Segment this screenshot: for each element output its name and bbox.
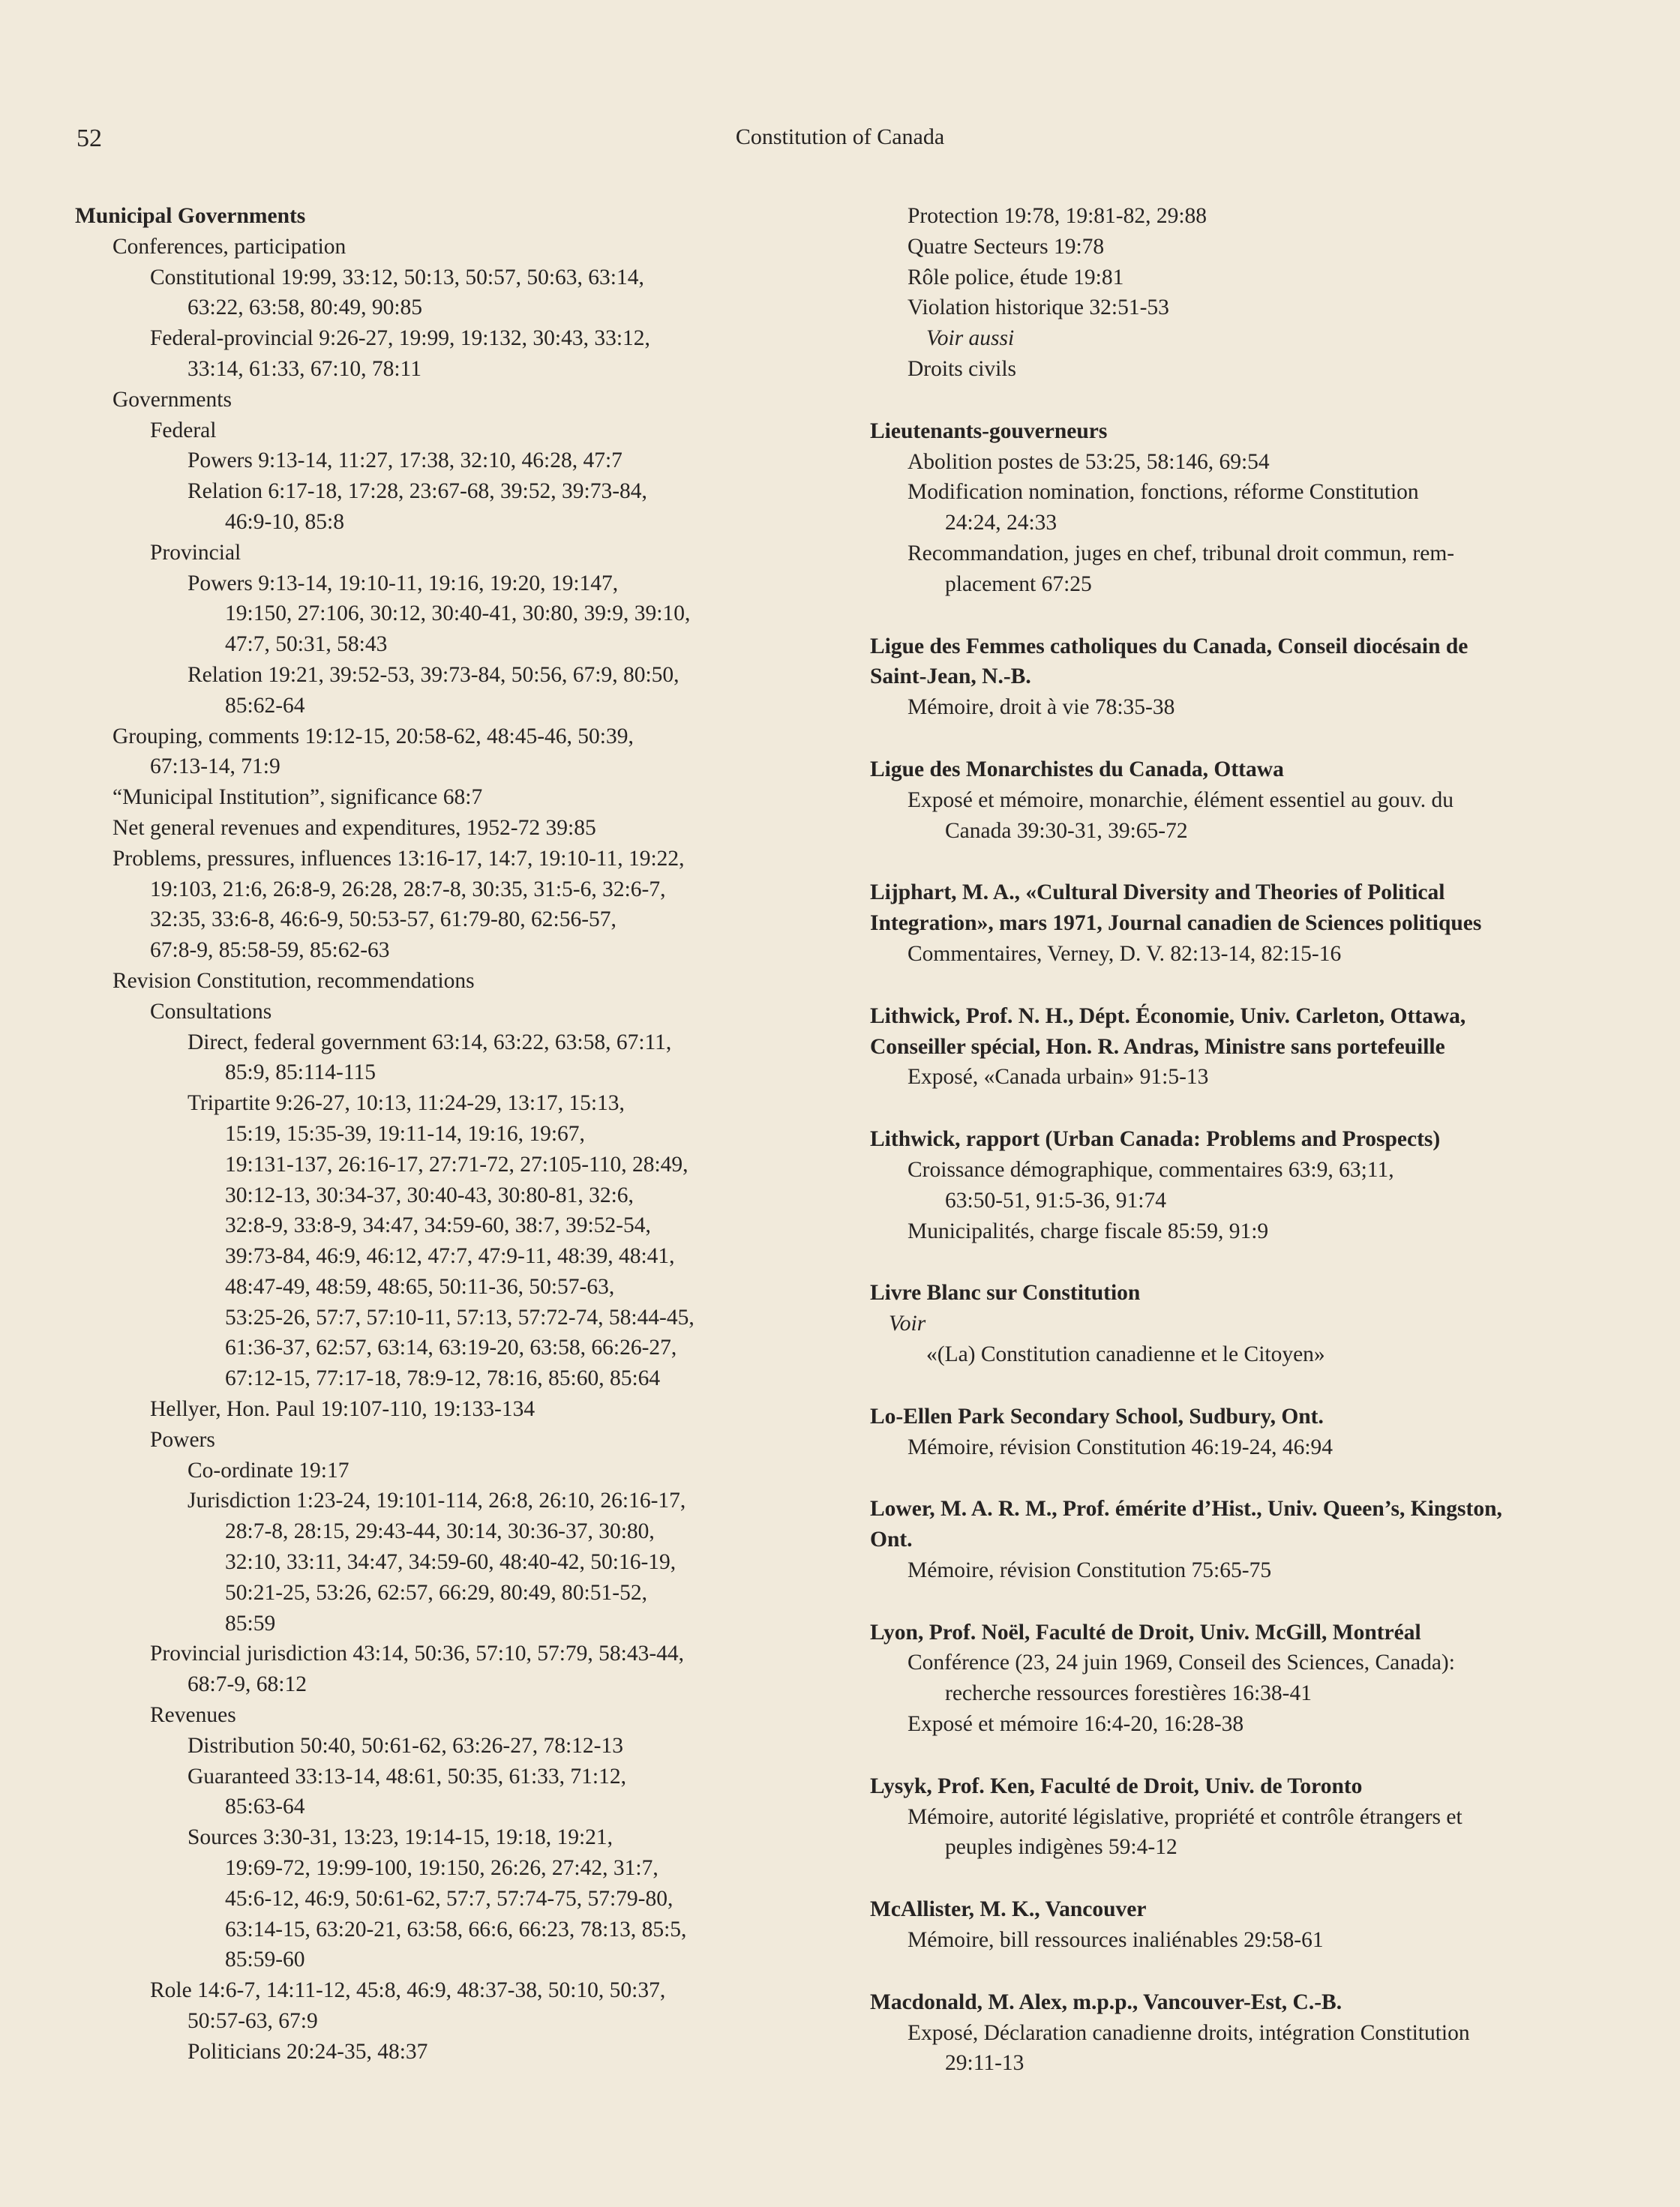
- index-subentry: Violation historique 32:51-53: [908, 295, 1169, 320]
- index-subentry: Recommandation, juges en chef, tribunal droit commun, rem-: [908, 541, 1455, 565]
- index-subentry: Revision Constitution, recommendations: [112, 968, 475, 993]
- index-heading: Saint-Jean, N.-B.: [870, 664, 1031, 689]
- index-subentry: Provincial jurisdiction 43:14, 50:36, 57:10, 57:79, 58:43-44,: [150, 1642, 685, 1666]
- index-subentry: 85:59: [225, 1611, 276, 1636]
- index-subentry: Croissance démographique, commentaires 63:9, 63;11,: [908, 1157, 1394, 1182]
- index-subentry: Droits civils: [908, 356, 1017, 381]
- index-subentry: Provincial: [150, 540, 242, 565]
- index-subentry: 67:13-14, 71:9: [150, 754, 280, 779]
- entry-spacer: [870, 1586, 1624, 1618]
- index-subentry: Jurisdiction 1:23-24, 19:101-114, 26:8, 26:10, 26:16-17,: [188, 1489, 686, 1513]
- index-subentry: Mémoire, bill ressources inaliénables 29:58-61: [908, 1928, 1324, 1953]
- index-subentry: Hellyer, Hon. Paul 19:107-110, 19:133-134: [150, 1397, 536, 1422]
- index-subentry: Mémoire, autorité législative, propriété et contrôle étrangers et: [908, 1804, 1462, 1829]
- index-subentry: Powers 9:13-14, 11:27, 17:38, 32:10, 46:28, 47:7: [188, 448, 622, 473]
- entry-spacer: [870, 1462, 1624, 1494]
- index-subentry: 30:12-13, 30:34-37, 30:40-43, 30:80-81, 32:6,: [225, 1183, 634, 1207]
- index-heading: Ligue des Monarchistes du Canada, Ottawa: [870, 757, 1284, 781]
- index-column-left: [75, 201, 825, 2068]
- index-subentry: 19:103, 21:6, 26:8-9, 26:28, 28:7-8, 30:35, 31:5-6, 32:6-7,: [150, 877, 666, 901]
- entry-spacer: [870, 846, 1624, 877]
- index-subentry: Mémoire, révision Constitution 75:65-75: [908, 1558, 1272, 1582]
- index-subentry: 45:6-12, 46:9, 50:61-62, 57:7, 57:74-75, 57:79-80,: [225, 1886, 674, 1911]
- index-subentry: Voir aussi: [926, 326, 1015, 351]
- index-subentry: Distribution 50:40, 50:61-62, 63:26-27, 78:12-13: [188, 1733, 623, 1758]
- index-subentry: 32:35, 33:6-8, 46:6-9, 50:53-57, 61:79-80, 62:56-57,: [150, 907, 616, 932]
- index-subentry: 85:59-60: [225, 1948, 305, 1972]
- index-subentry: 68:7-9, 68:12: [188, 1672, 307, 1697]
- index-subentry: 19:69-72, 19:99-100, 19:150, 26:26, 27:42, 31:7,: [225, 1856, 658, 1881]
- index-subentry: Tripartite 9:26-27, 10:13, 11:24-29, 13:17, 15:13,: [188, 1091, 625, 1116]
- index-column-right: [870, 201, 1624, 2079]
- index-subentry: Consultations: [150, 999, 272, 1024]
- index-subentry: Conférence (23, 24 juin 1969, Conseil des Sciences, Canada):: [908, 1651, 1455, 1675]
- index-subentry: Conferences, participation: [112, 234, 346, 259]
- index-subentry: Grouping, comments 19:12-15, 20:58-62, 48:45-46, 50:39,: [112, 724, 634, 748]
- entry-spacer: [870, 1740, 1624, 1771]
- index-subentry: Exposé, «Canada urbain» 91:5-13: [908, 1065, 1209, 1090]
- index-subentry: Municipalités, charge fiscale 85:59, 91:9: [908, 1219, 1269, 1243]
- index-subentry: 63:50-51, 91:5-36, 91:74: [945, 1188, 1166, 1213]
- index-subentry: 29:11-13: [945, 2051, 1024, 2076]
- index-subentry: Quatre Secteurs 19:78: [908, 234, 1105, 259]
- entry-spacer: [870, 1093, 1624, 1124]
- index-subentry: 39:73-84, 46:9, 46:12, 47:7, 47:9-11, 48:39, 48:41,: [225, 1244, 675, 1269]
- index-subentry: Revenues: [150, 1703, 236, 1728]
- entry-spacer: [870, 1246, 1624, 1278]
- index-subentry: 46:9-10, 85:8: [225, 509, 344, 534]
- index-heading: Lysyk, Prof. Ken, Faculté de Droit, Univ. de Toronto: [870, 1774, 1363, 1798]
- index-subentry: 24:24, 24:33: [945, 511, 1058, 535]
- entry-spacer: [870, 723, 1624, 754]
- index-subentry: Exposé et mémoire 16:4-20, 16:28-38: [908, 1712, 1244, 1737]
- index-subentry: Direct, federal government 63:14, 63:22, 63:58, 67:11,: [188, 1030, 672, 1054]
- index-subentry: 53:25-26, 57:7, 57:10-11, 57:13, 57:72-74, 58:44-45,: [225, 1305, 694, 1330]
- index-subentry: Powers: [150, 1427, 215, 1452]
- index-subentry: placement 67:25: [945, 571, 1092, 596]
- index-subentry: Federal: [150, 418, 217, 442]
- index-subentry: “Municipal Institution”, significance 68:7: [112, 785, 483, 810]
- index-subentry: Relation 6:17-18, 17:28, 23:67-68, 39:52, 39:73-84,: [188, 479, 647, 504]
- index-subentry: Politicians 20:24-35, 48:37: [188, 2039, 428, 2064]
- index-subentry: 19:150, 27:106, 30:12, 30:40-41, 30:80, 39:9, 39:10,: [225, 601, 691, 626]
- index-subentry: 32:10, 33:11, 34:47, 34:59-60, 48:40-42, 50:16-19,: [225, 1550, 676, 1575]
- index-subentry: Relation 19:21, 39:52-53, 39:73-84, 50:56, 67:9, 80:50,: [188, 662, 680, 687]
- index-subentry: Powers 9:13-14, 19:10-11, 19:16, 19:20, 19:147,: [188, 571, 619, 595]
- index-subentry: Exposé et mémoire, monarchie, élément essentiel au gouv. du: [908, 787, 1454, 812]
- index-subentry: 85:63-64: [225, 1795, 305, 1819]
- index-subentry: 85:62-64: [225, 693, 305, 718]
- index-heading: Lithwick, Prof. N. H., Dépt. Économie, Univ. Carleton, Ottawa,: [870, 1003, 1466, 1028]
- index-subentry: peuples indigènes 59:4-12: [945, 1835, 1178, 1860]
- index-subentry: 67:8-9, 85:58-59, 85:62-63: [150, 938, 390, 963]
- index-heading: Macdonald, M. Alex, m.p.p., Vancouver-Est, C.-B.: [870, 1990, 1342, 2014]
- index-subentry: 47:7, 50:31, 58:43: [225, 632, 388, 657]
- index-subentry: Canada 39:30-31, 39:65-72: [945, 818, 1188, 843]
- index-subentry: Mémoire, droit à vie 78:35-38: [908, 695, 1175, 720]
- index-subentry: 19:131-137, 26:16-17, 27:71-72, 27:105-110, 28:49,: [225, 1152, 688, 1177]
- index-subentry: Governments: [112, 387, 232, 412]
- index-subentry: Net general revenues and expenditures, 1952-72 39:85: [112, 815, 596, 840]
- index-subentry: Federal-provincial 9:26-27, 19:99, 19:132, 30:43, 33:12,: [150, 326, 650, 351]
- index-subentry: Protection 19:78, 19:81-82, 29:88: [908, 204, 1208, 228]
- index-heading: Livre Blanc sur Constitution: [870, 1281, 1141, 1306]
- index-subentry: Guaranteed 33:13-14, 48:61, 50:35, 61:33, 71:12,: [188, 1764, 627, 1789]
- index-heading: Lower, M. A. R. M., Prof. émérite d’Hist., Univ. Queen’s, Kingston,: [870, 1497, 1502, 1522]
- index-subentry: Constitutional 19:99, 33:12, 50:13, 50:57, 50:63, 63:14,: [150, 265, 644, 289]
- index-heading: Integration», mars 1971, Journal canadien de Sciences politiques: [870, 911, 1482, 936]
- index-subentry: Co-ordinate 19:17: [188, 1458, 350, 1483]
- index-subentry: 15:19, 15:35-39, 19:11-14, 19:16, 19:67,: [225, 1121, 585, 1146]
- entry-spacer: [870, 970, 1624, 1001]
- index-heading: McAllister, M. K., Vancouver: [870, 1897, 1147, 1922]
- index-subentry: Rôle police, étude 19:81: [908, 265, 1124, 289]
- index-subentry: 28:7-8, 28:15, 29:43-44, 30:14, 30:36-37, 30:80,: [225, 1519, 655, 1544]
- index-subentry: «(La) Constitution canadienne et le Citoyen»: [926, 1342, 1325, 1366]
- index-subentry: Role 14:6-7, 14:11-12, 45:8, 46:9, 48:37-38, 50:10, 50:37,: [150, 1978, 666, 2003]
- index-subentry: Problems, pressures, influences 13:16-17, 14:7, 19:10-11, 19:22,: [112, 846, 685, 871]
- index-subentry: 48:47-49, 48:59, 48:65, 50:11-36, 50:57-63,: [225, 1274, 615, 1299]
- index-heading: Municipal Governments: [75, 204, 306, 228]
- entry-spacer: [870, 1863, 1624, 1894]
- index-subentry: 67:12-15, 77:17-18, 78:9-12, 78:16, 85:60, 85:64: [225, 1366, 661, 1391]
- entry-spacer: [870, 1956, 1624, 1987]
- index-heading: Lithwick, rapport (Urban Canada: Problems and Prospects): [870, 1127, 1441, 1152]
- index-subentry: Modification nomination, fonctions, réforme Constitution: [908, 480, 1419, 505]
- index-heading: Lijphart, M. A., «Cultural Diversity and Theories of Political: [870, 880, 1445, 905]
- index-subentry: Commentaires, Verney, D. V. 82:13-14, 82:15-16: [908, 941, 1342, 966]
- index-subentry: recherche ressources forestières 16:38-41: [945, 1681, 1312, 1706]
- index-subentry: Sources 3:30-31, 13:23, 19:14-15, 19:18, 19:21,: [188, 1825, 614, 1850]
- index-subentry: 63:14-15, 63:20-21, 63:58, 66:6, 66:23, 78:13, 85:5,: [225, 1917, 687, 1942]
- index-heading: Ligue des Femmes catholiques du Canada, Conseil diocésain de: [870, 634, 1468, 658]
- index-heading: Ont.: [870, 1528, 913, 1552]
- entry-spacer: [870, 600, 1624, 631]
- index-subentry: 33:14, 61:33, 67:10, 78:11: [188, 356, 422, 381]
- index-subentry: 32:8-9, 33:8-9, 34:47, 34:59-60, 38:7, 39:52-54,: [225, 1213, 651, 1238]
- index-subentry: 50:57-63, 67:9: [188, 2009, 318, 2034]
- index-subentry: 63:22, 63:58, 80:49, 90:85: [188, 295, 423, 320]
- index-heading: Lieutenants-gouverneurs: [870, 418, 1108, 443]
- index-heading: Lo-Ellen Park Secondary School, Sudbury, Ont.: [870, 1404, 1324, 1429]
- index-subentry: Exposé, Déclaration canadienne droits, intégration Constitution: [908, 2020, 1470, 2045]
- index-subentry: Abolition postes de 53:25, 58:146, 69:54: [908, 449, 1270, 474]
- index-heading: Conseiller spécial, Hon. R. Andras, Ministre sans portefeuille: [870, 1034, 1445, 1059]
- entry-spacer: [870, 1370, 1624, 1402]
- page-number: 52: [76, 124, 102, 152]
- index-subentry: 61:36-37, 62:57, 63:14, 63:19-20, 63:58, 66:26-27,: [225, 1336, 677, 1360]
- index-subentry: 85:9, 85:114-115: [225, 1060, 376, 1085]
- running-head: Constitution of Canada: [735, 124, 945, 149]
- index-subentry: Mémoire, révision Constitution 46:19-24, 46:94: [908, 1435, 1334, 1459]
- index-subentry: Voir: [889, 1312, 926, 1336]
- entry-spacer: [870, 385, 1624, 416]
- index-subentry: 50:21-25, 53:26, 62:57, 66:29, 80:49, 80:51-52,: [225, 1580, 647, 1605]
- index-heading: Lyon, Prof. Noël, Faculté de Droit, Univ. McGill, Montréal: [870, 1620, 1421, 1645]
